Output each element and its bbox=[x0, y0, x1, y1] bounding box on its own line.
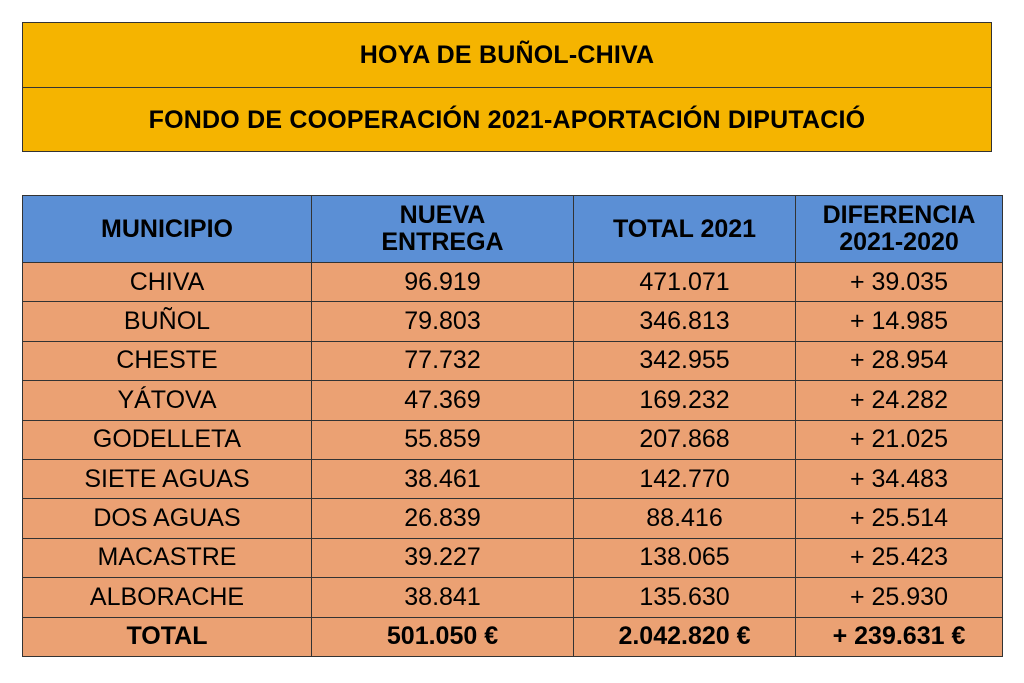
cell-diferencia: + 25.930 bbox=[796, 578, 1003, 617]
title-box bbox=[22, 22, 992, 152]
table-row bbox=[23, 420, 1003, 459]
cell-diferencia: + 21.025 bbox=[796, 420, 1003, 459]
column-header-nueva-entrega bbox=[312, 196, 574, 263]
cell-nueva-entrega: 96.919 bbox=[312, 263, 574, 302]
cell-nueva-entrega: 77.732 bbox=[312, 341, 574, 380]
cell-diferencia: + 25.423 bbox=[796, 538, 1003, 577]
header-row bbox=[23, 196, 1003, 263]
column-header-line: DIFERENCIA bbox=[822, 201, 976, 229]
cell-municipio: GODELLETA bbox=[23, 420, 312, 459]
cell-municipio: CHIVA bbox=[23, 263, 312, 302]
column-header-line: ENTREGA bbox=[381, 228, 504, 256]
cell-diferencia: + 25.514 bbox=[796, 499, 1003, 538]
document-title: HOYA DE BUÑOL-CHIVA bbox=[359, 40, 655, 69]
table-row bbox=[23, 538, 1003, 577]
document-subtitle: FONDO DE COOPERACIÓN 2021-APORTACIÓN DIPUTACIÓ bbox=[23, 87, 991, 152]
cell-nueva-entrega: 38.841 bbox=[312, 578, 574, 617]
cell-diferencia: + 39.035 bbox=[796, 263, 1003, 302]
cell-diferencia: + 24.282 bbox=[796, 381, 1003, 420]
cell-nueva-entrega: 79.803 bbox=[312, 302, 574, 341]
cell-municipio: CHESTE bbox=[23, 341, 312, 380]
cell-municipio: DOS AGUAS bbox=[23, 499, 312, 538]
column-header-line: NUEVA bbox=[399, 201, 486, 229]
cell-total-2021: 88.416 bbox=[574, 499, 796, 538]
column-header-total-2021 bbox=[574, 196, 796, 263]
cell-diferencia: + 14.985 bbox=[796, 302, 1003, 341]
column-header-diferencia bbox=[796, 196, 1003, 263]
cell-municipio: SIETE AGUAS bbox=[23, 459, 312, 498]
cell-municipio: YÁTOVA bbox=[23, 381, 312, 420]
table-row bbox=[23, 341, 1003, 380]
cell-total-2021: 207.868 bbox=[574, 420, 796, 459]
cell-nueva-entrega: 26.839 bbox=[312, 499, 574, 538]
cell-total-2021: 142.770 bbox=[574, 459, 796, 498]
table-row bbox=[23, 578, 1003, 617]
column-header-line: MUNICIPIO bbox=[101, 214, 233, 243]
cell-nueva-entrega: 39.227 bbox=[312, 538, 574, 577]
total-nueva-entrega: 501.050 € bbox=[312, 617, 574, 656]
column-header-line: 2021-2020 bbox=[839, 228, 959, 256]
table-row bbox=[23, 459, 1003, 498]
total-label: TOTAL bbox=[23, 617, 312, 656]
table-row bbox=[23, 302, 1003, 341]
table-row bbox=[23, 263, 1003, 302]
cell-municipio: ALBORACHE bbox=[23, 578, 312, 617]
cell-total-2021: 169.232 bbox=[574, 381, 796, 420]
cell-municipio: BUÑOL bbox=[23, 302, 312, 341]
cell-total-2021: 471.071 bbox=[574, 263, 796, 302]
cell-total-2021: 342.955 bbox=[574, 341, 796, 380]
cell-diferencia: + 28.954 bbox=[796, 341, 1003, 380]
cell-nueva-entrega: 47.369 bbox=[312, 381, 574, 420]
cell-nueva-entrega: 38.461 bbox=[312, 459, 574, 498]
cell-total-2021: 135.630 bbox=[574, 578, 796, 617]
contributions-table bbox=[22, 195, 1003, 657]
table-row bbox=[23, 499, 1003, 538]
total-row bbox=[23, 617, 1003, 656]
cell-total-2021: 138.065 bbox=[574, 538, 796, 577]
cell-nueva-entrega: 55.859 bbox=[312, 420, 574, 459]
cell-diferencia: + 34.483 bbox=[796, 459, 1003, 498]
column-header-municipio bbox=[23, 196, 312, 263]
total-diferencia: + 239.631 € bbox=[796, 617, 1003, 656]
column-header-line: TOTAL 2021 bbox=[612, 214, 757, 243]
cell-municipio: MACASTRE bbox=[23, 538, 312, 577]
cell-total-2021: 346.813 bbox=[574, 302, 796, 341]
table-row bbox=[23, 381, 1003, 420]
total-2021: 2.042.820 € bbox=[574, 617, 796, 656]
